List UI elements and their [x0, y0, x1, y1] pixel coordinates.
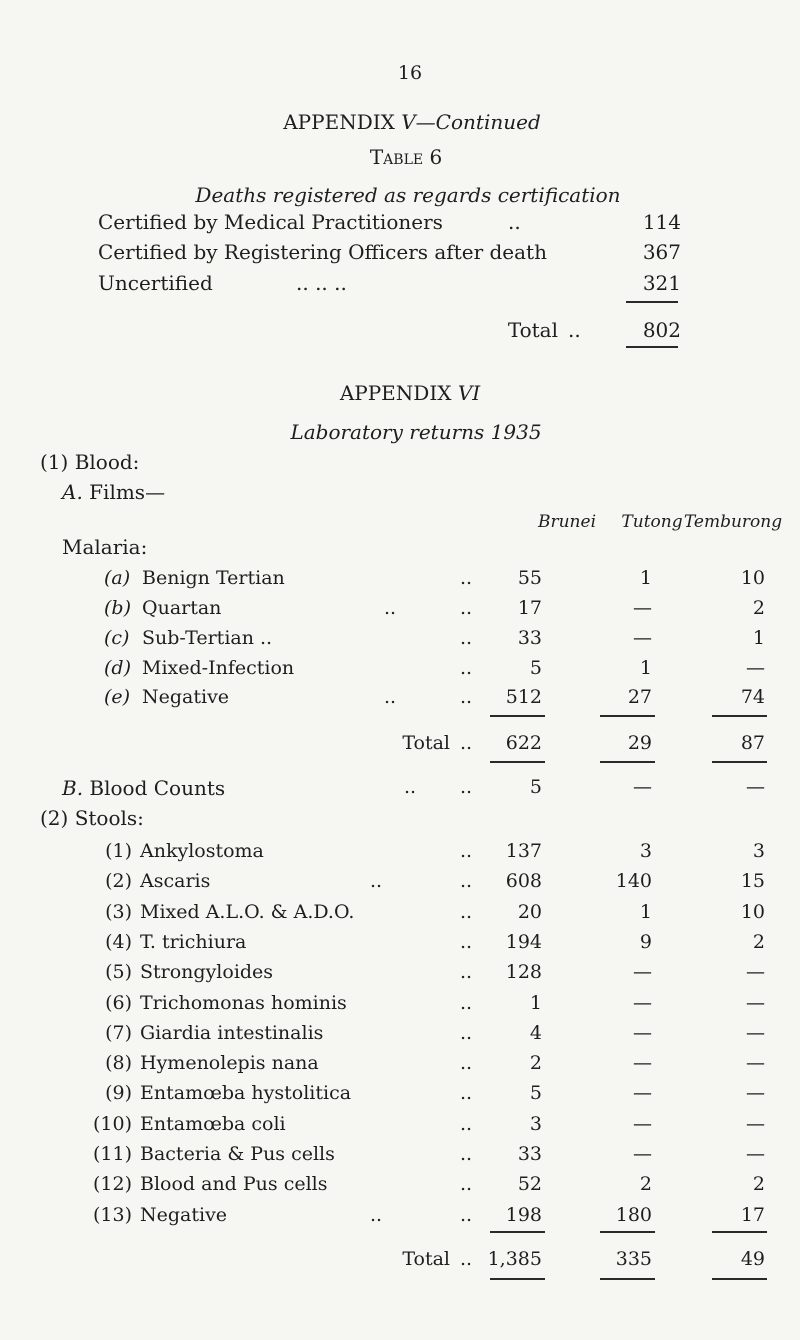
- stool-row-tutong: 2: [639, 1173, 652, 1195]
- stool-row-dots: ..: [460, 870, 473, 892]
- malaria-row-letter: (c): [104, 627, 130, 649]
- stool-row-tutong: 9: [639, 931, 652, 953]
- blood-counts-tutong: —: [633, 776, 652, 798]
- stool-row-dots: ..: [460, 1173, 473, 1195]
- stool-row-label: Giardia intestinalis: [140, 1022, 324, 1044]
- stool-row-tutong: —: [633, 1052, 652, 1074]
- malaria-row-label: Mixed-Infection: [142, 657, 295, 679]
- certification-total-value: 802: [642, 318, 681, 342]
- column-header-brunei: Brunei: [537, 512, 597, 532]
- blood-counts-letter: B.: [62, 776, 84, 800]
- stool-row-dots: ..: [460, 992, 473, 1014]
- stool-row-temburong: —: [746, 992, 765, 1014]
- stool-row-dots: ..: [460, 1082, 473, 1104]
- malaria-row-dots: ..: [460, 657, 473, 679]
- stool-row-label: Entamœba coli: [140, 1113, 286, 1135]
- stool-row-number: (10): [92, 1113, 132, 1135]
- stool-row-label: Hymenolepis nana: [140, 1052, 319, 1074]
- blood-counts-dots: ..: [404, 776, 417, 798]
- malaria-row-temburong: 74: [740, 686, 765, 708]
- malaria-row-dots: ..: [460, 597, 473, 619]
- stool-row-brunei: 137: [505, 840, 542, 862]
- stool-row-number: (7): [105, 1022, 132, 1044]
- films-heading: [62, 480, 165, 504]
- stool-row-dots: ..: [460, 1113, 473, 1135]
- stool-row-tutong: 3: [639, 840, 652, 862]
- certification-row-value: 321: [642, 271, 681, 295]
- stool-row-tutong: 1: [639, 901, 652, 923]
- stool-row-dots: ..: [460, 1022, 473, 1044]
- malaria-row-tutong: —: [633, 627, 652, 649]
- stool-row-dots: ..: [370, 870, 383, 892]
- blood-counts-dots: ..: [460, 776, 473, 798]
- malaria-row-tutong: 27: [627, 686, 652, 708]
- certification-total-label: Total: [507, 318, 558, 342]
- stool-row-label: Trichomonas hominis: [140, 992, 347, 1014]
- stool-row-brunei: 198: [505, 1204, 542, 1226]
- malaria-row-brunei: 512: [505, 686, 542, 708]
- stool-row-brunei: 128: [505, 961, 542, 983]
- blood-counts-text: Blood Counts: [83, 776, 226, 800]
- appendix-vi-subtitle: Laboratory returns 1935: [290, 420, 542, 444]
- stool-row-number: (6): [105, 992, 132, 1014]
- stool-row-label: Bacteria & Pus cells: [140, 1143, 335, 1165]
- malaria-row-letter: (a): [104, 567, 131, 589]
- stool-row-temburong: —: [746, 1022, 765, 1044]
- malaria-row-dots: ..: [460, 686, 473, 708]
- stool-row-label: Entamœba hystolitica: [140, 1082, 352, 1104]
- stool-row-label: Mixed A.L.O. & A.D.O.: [140, 901, 355, 923]
- stool-row-temburong: —: [746, 1143, 765, 1165]
- stool-row-brunei: 2: [529, 1052, 542, 1074]
- stool-row-label: Blood and Pus cells: [140, 1173, 328, 1195]
- malaria-total-temburong: 87: [740, 732, 765, 754]
- stool-row-label: Ankylostoma: [140, 840, 264, 862]
- malaria-row-temburong: —: [746, 657, 765, 679]
- malaria-total-rule-bottom-tutong: [600, 761, 655, 763]
- stools-heading: (2) Stools:: [40, 806, 144, 830]
- stools-total-rule-bottom-temburong: [712, 1278, 767, 1280]
- stool-row-dots: ..: [460, 1052, 473, 1074]
- stool-row-tutong: 140: [615, 870, 652, 892]
- stool-row-tutong: —: [633, 1022, 652, 1044]
- stool-row-tutong: —: [633, 1113, 652, 1135]
- stools-total-temburong: 49: [740, 1248, 765, 1270]
- malaria-total-rule-top-brunei: [490, 715, 545, 717]
- malaria-row-label: Negative: [142, 686, 230, 708]
- malaria-total-tutong: 29: [627, 732, 652, 754]
- stool-row-brunei: 194: [505, 931, 542, 953]
- stool-row-brunei: 52: [517, 1173, 542, 1195]
- stool-row-number: (1): [105, 840, 132, 862]
- malaria-row-brunei: 5: [529, 657, 542, 679]
- appendix-vi-title: [340, 381, 480, 405]
- stools-total-brunei: 1,385: [487, 1248, 542, 1270]
- malaria-row-letter: (e): [104, 686, 131, 708]
- malaria-row-tutong: 1: [639, 567, 652, 589]
- stool-row-label: Ascaris: [140, 870, 211, 892]
- appendix-v-subtitle: Deaths registered as regards certification: [195, 183, 621, 207]
- stool-row-dots: ..: [460, 901, 473, 923]
- stool-row-brunei: 608: [505, 870, 542, 892]
- stool-row-temburong: 2: [752, 931, 765, 953]
- stool-row-number: (2): [105, 870, 132, 892]
- stool-row-tutong: —: [633, 1082, 652, 1104]
- malaria-row-temburong: 2: [752, 597, 765, 619]
- stools-total-rule-bottom-brunei: [490, 1278, 545, 1280]
- malaria-total-rule-bottom-temburong: [712, 761, 767, 763]
- blood-counts-temburong: —: [746, 776, 765, 798]
- malaria-row-letter: (d): [104, 657, 131, 679]
- column-header-temburong: Temburong: [683, 512, 783, 532]
- stool-row-dots: ..: [460, 1143, 473, 1165]
- malaria-row-letter: (b): [104, 597, 131, 619]
- stool-row-number: (12): [92, 1173, 132, 1195]
- malaria-total-brunei: 622: [505, 732, 542, 754]
- certification-row-label: Certified by Medical Practitioners: [98, 210, 443, 234]
- stools-total-rule-top-brunei: [490, 1231, 545, 1233]
- column-header-tutong: Tutong: [621, 512, 683, 532]
- stool-row-number: (3): [105, 901, 132, 923]
- appendix-v-title-italic: V—Continued: [401, 110, 541, 134]
- stool-row-brunei: 1: [529, 992, 542, 1014]
- malaria-row-temburong: 10: [740, 567, 765, 589]
- stool-row-label: Strongyloides: [140, 961, 274, 983]
- certification-row-dots: ..: [508, 210, 521, 234]
- total-rule-bottom: [626, 346, 678, 348]
- stool-row-label: T. trichiura: [140, 931, 247, 953]
- stool-row-number: (9): [105, 1082, 132, 1104]
- stool-row-temburong: —: [746, 1113, 765, 1135]
- stool-row-label: Negative: [140, 1204, 228, 1226]
- malaria-total-rule-top-temburong: [712, 715, 767, 717]
- stool-row-temburong: 15: [740, 870, 765, 892]
- stool-row-tutong: 180: [615, 1204, 652, 1226]
- stools-total-rule-top-tutong: [600, 1231, 655, 1233]
- blood-heading: (1) Blood:: [40, 450, 140, 474]
- malaria-row-temburong: 1: [752, 627, 765, 649]
- stool-row-number: (4): [105, 931, 132, 953]
- malaria-row-dots: ..: [460, 627, 473, 649]
- stools-total-rule-top-temburong: [712, 1231, 767, 1233]
- malaria-total-rule-top-tutong: [600, 715, 655, 717]
- stool-row-tutong: —: [633, 961, 652, 983]
- malaria-row-brunei: 55: [517, 567, 542, 589]
- stools-total-label: Total: [402, 1248, 450, 1270]
- stool-row-brunei: 20: [517, 901, 542, 923]
- stool-row-dots: ..: [460, 840, 473, 862]
- stools-total-dots: ..: [460, 1248, 473, 1270]
- blood-counts-row-label: [62, 776, 225, 800]
- stool-row-temburong: —: [746, 1082, 765, 1104]
- malaria-heading: Malaria:: [62, 535, 148, 559]
- stool-row-temburong: —: [746, 1052, 765, 1074]
- certification-row-value: 114: [642, 210, 681, 234]
- stools-total-tutong: 335: [615, 1248, 652, 1270]
- stool-row-dots: ..: [460, 1204, 473, 1226]
- stool-row-brunei: 3: [529, 1113, 542, 1135]
- stool-row-number: (11): [92, 1143, 132, 1165]
- malaria-total-dots: ..: [460, 732, 473, 754]
- table-6-label: Table 6: [369, 145, 443, 169]
- stool-row-temburong: 10: [740, 901, 765, 923]
- malaria-row-dots: ..: [384, 597, 397, 619]
- malaria-row-label: Sub-Tertian ..: [142, 627, 273, 649]
- appendix-vi-title-italic: VI: [457, 381, 481, 405]
- stool-row-number: (5): [105, 961, 132, 983]
- certification-total-dots: ..: [568, 318, 581, 342]
- stool-row-tutong: —: [633, 992, 652, 1014]
- malaria-row-tutong: —: [633, 597, 652, 619]
- stool-row-brunei: 4: [529, 1022, 542, 1044]
- malaria-total-label: Total: [402, 732, 450, 754]
- stool-row-temburong: 3: [752, 840, 765, 862]
- certification-row-dots: .. .. ..: [296, 271, 347, 295]
- certification-row-label: Uncertified: [98, 271, 213, 295]
- malaria-row-brunei: 17: [517, 597, 542, 619]
- stool-row-temburong: 17: [740, 1204, 765, 1226]
- malaria-row-dots: ..: [460, 567, 473, 589]
- malaria-row-label: Quartan: [142, 597, 222, 619]
- malaria-row-dots: ..: [384, 686, 397, 708]
- stools-total-rule-bottom-tutong: [600, 1278, 655, 1280]
- stool-row-brunei: 5: [529, 1082, 542, 1104]
- stool-row-temburong: —: [746, 961, 765, 983]
- malaria-row-tutong: 1: [639, 657, 652, 679]
- total-rule-top: [626, 301, 678, 303]
- films-heading-text: Films—: [82, 480, 166, 504]
- malaria-row-label: Benign Tertian: [142, 567, 285, 589]
- stool-row-brunei: 33: [517, 1143, 542, 1165]
- appendix-v-title: [283, 110, 541, 134]
- certification-row-label: Certified by Registering Officers after death: [98, 240, 547, 264]
- malaria-row-brunei: 33: [517, 627, 542, 649]
- appendix-v-title-plain: APPENDIX: [283, 110, 402, 134]
- stool-row-dots: ..: [460, 961, 473, 983]
- stool-row-number: (8): [105, 1052, 132, 1074]
- certification-row-value: 367: [642, 240, 681, 264]
- stool-row-dots: ..: [370, 1204, 383, 1226]
- stool-row-dots: ..: [460, 931, 473, 953]
- page-number: 16: [397, 62, 423, 84]
- stool-row-number: (13): [92, 1204, 132, 1226]
- stool-row-temburong: 2: [752, 1173, 765, 1195]
- appendix-vi-title-plain: APPENDIX: [339, 381, 458, 405]
- blood-counts-brunei: 5: [529, 776, 542, 798]
- malaria-total-rule-bottom-brunei: [490, 761, 545, 763]
- films-heading-letter: A.: [62, 480, 83, 504]
- stool-row-tutong: —: [633, 1143, 652, 1165]
